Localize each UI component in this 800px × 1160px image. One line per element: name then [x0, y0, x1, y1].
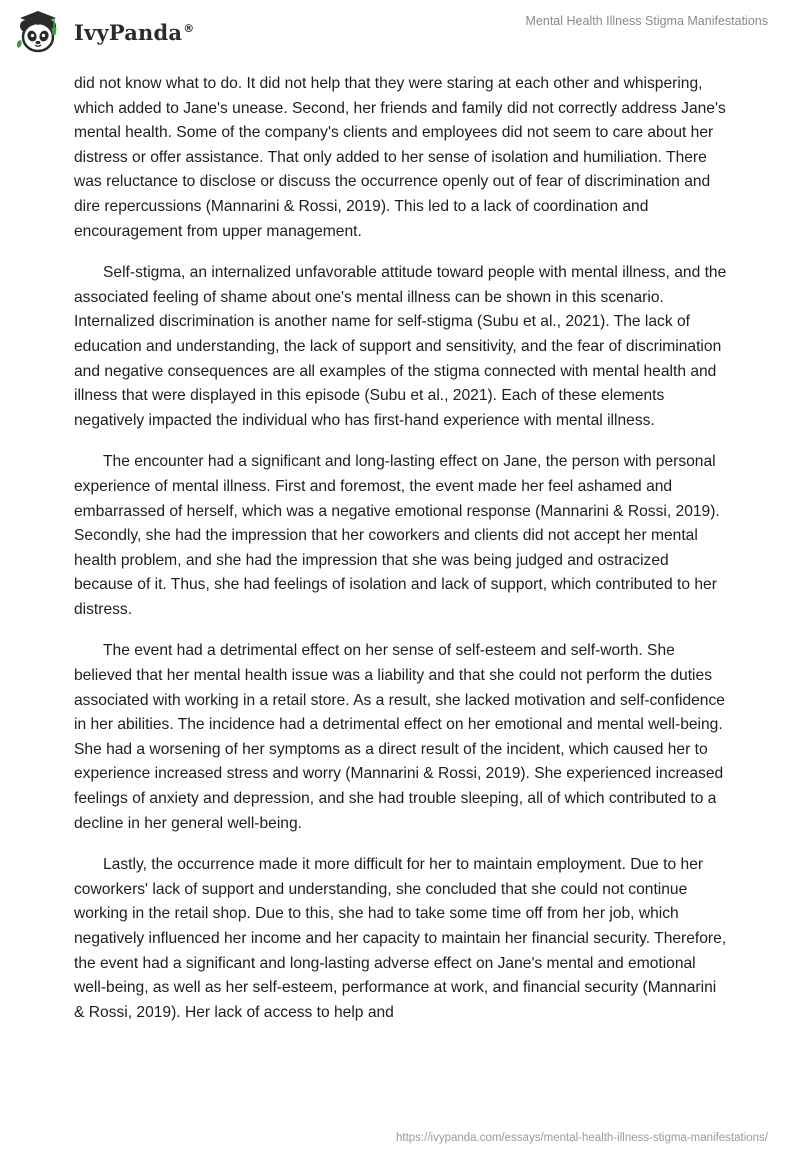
- essay-body: [74, 72, 728, 1042]
- page-header: [0, 0, 800, 64]
- ivypanda-logo[interactable]: [14, 8, 194, 56]
- registered-mark: ®: [183, 21, 195, 35]
- paragraph: The event had a detrimental effect on her sense of self-esteem and self-worth. She believed that her mental health issue was a liability and that she could not perform the duties associated with working in a retail store. As a result, she lacked motivation and self-confidence in her abilities. The incidence had a detrimental effect on her emotional and mental well-being. She had a worsening of her symptoms as a direct result of the incident, which caused her to experience increased stress and worry (Mannarini & Rossi, 2019). She experienced increased feelings of anxiety and depression, and she had trouble sleeping, all of which contributed to a decline in her general well-being.: [74, 642, 725, 832]
- paragraph: The encounter had a significant and long-lasting effect on Jane, the person with personal experience of mental illness. First and foremost, the event made her feel ashamed and embarrassed of herself, which was a negative emotional response (Mannarini & Rossi, 2019). Secondly, she had the impression that her coworkers and clients did not accept her mental health problem, and she had the impression that she was being judged and ostracized because of it. Thus, she had feelings of isolation and lack of support, which contributed to her distress.: [74, 453, 720, 618]
- source-url-link[interactable]: https://ivypanda.com/essays/mental-health-illness-stigma-manifestations/: [396, 1132, 768, 1144]
- paragraph: Self-stigma, an internalized unfavorable attitude toward people with mental illness, and the associated feeling of shame about one's mental illness can be shown in this scenario. Internalized discrimination is another name for self-stigma (Subu et al., 2021). The lack of education and understanding, the lack of support and sensitivity, and the fear of discrimination and negative consequences are all examples of the stigma connected with mental health and illness that were displayed in this episode (Subu et al., 2021). Each of these elements negatively impacted the individual who has first-hand experience with mental illness.: [74, 264, 727, 429]
- paragraph: did not know what to do. It did not help that they were staring at each other and whispering, which added to Jane's unease. Second, her friends and family did not correctly address Jane's mental health. Some of the company's clients and employees did not seem to care about her distress or offer assistance. That only added to her sense of isolation and humiliation. There was reluctance to disclose or discuss the occurrence openly out of fear of discrimination and dire repercussions (Mannarini & Rossi, 2019). This led to a lack of coordination and encouragement from upper management.: [74, 75, 726, 240]
- logo-wordmark: IvyPanda®: [74, 19, 195, 45]
- document-title: Mental Health Illness Stigma Manifestations: [525, 14, 768, 28]
- panda-graduation-cap-icon: [14, 8, 66, 56]
- paragraph: Lastly, the occurrence made it more difficult for her to maintain employment. Due to her coworkers' lack of support and understanding, she concluded that she could not continue working in the retail shop. Due to this, she had to take some time off from her job, which negatively influenced her income and her capacity to maintain her financial security. Therefore, the event had a significant and long-lasting adverse effect on Jane's mental and emotional well-being, as well as her self-esteem, performance at work, and financial security (Mannarini & Rossi, 2019). Her lack of access to help and: [74, 856, 727, 1021]
